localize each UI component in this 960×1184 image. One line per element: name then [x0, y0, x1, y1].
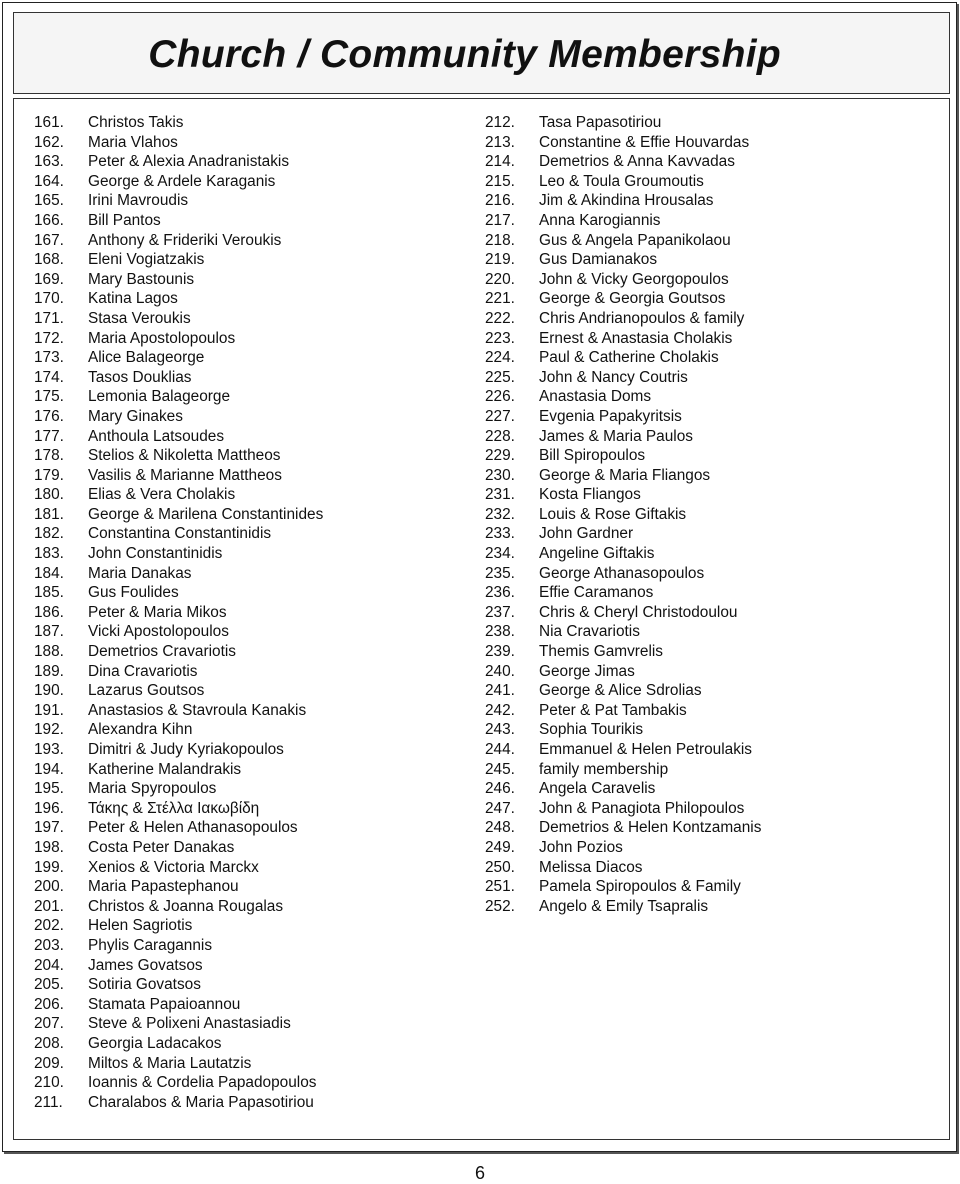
member-number: 171.: [34, 309, 64, 327]
member-number: 251.: [485, 878, 515, 896]
member-name: George & Georgia Goutsos: [539, 290, 726, 308]
member-name: Sotiria Govatsos: [88, 976, 201, 994]
member-row: [34, 427, 454, 447]
member-number: 239.: [485, 643, 515, 661]
member-number: 229.: [485, 447, 515, 465]
member-number: 227.: [485, 407, 515, 425]
member-name: Pamela Spiropoulos & Family: [539, 878, 741, 896]
member-name: Miltos & Maria Lautatzis: [88, 1054, 252, 1072]
member-number: 195.: [34, 780, 64, 798]
member-name: Anthony & Frideriki Veroukis: [88, 231, 282, 249]
member-row: [485, 172, 925, 192]
member-name: Tasos Douklias: [88, 368, 192, 386]
member-name: Maria Danakas: [88, 564, 192, 582]
member-row: [485, 231, 925, 251]
member-number: 191.: [34, 701, 64, 719]
member-row: [485, 270, 925, 290]
member-row: [34, 524, 454, 544]
member-row: [34, 485, 454, 505]
member-name: Angela Caravelis: [539, 780, 656, 798]
member-name: John & Nancy Coutris: [539, 368, 688, 386]
member-number: 246.: [485, 780, 515, 798]
member-name: Angeline Giftakis: [539, 545, 655, 563]
member-row: [485, 838, 925, 858]
page-frame: [2, 2, 957, 1152]
member-name: Xenios & Victoria Marckx: [88, 858, 259, 876]
member-name: Maria Papastephanou: [88, 878, 239, 896]
member-row: [485, 701, 925, 721]
member-row: [34, 838, 454, 858]
member-name: Anastasia Doms: [539, 388, 652, 406]
member-name: Charalabos & Maria Papasotiriou: [88, 1093, 314, 1111]
member-name: Helen Sagriotis: [88, 917, 193, 935]
membership-list-panel: [13, 98, 950, 1140]
member-number: 165.: [34, 192, 64, 210]
member-name: James Govatsos: [88, 956, 203, 974]
member-number: 240.: [485, 662, 515, 680]
member-name: Costa Peter Danakas: [88, 838, 235, 856]
member-name: Anthoula Latsoudes: [88, 427, 225, 445]
member-name: Stamata Papaioannou: [88, 995, 241, 1013]
member-number: 199.: [34, 858, 64, 876]
member-number: 250.: [485, 858, 515, 876]
membership-list-right-column: [485, 113, 925, 916]
member-name: Constantina Constantinidis: [88, 525, 272, 543]
member-name: Lazarus Goutsos: [88, 682, 205, 700]
member-row: [34, 1073, 454, 1093]
member-name: Stasa Veroukis: [88, 309, 191, 327]
member-row: [485, 564, 925, 584]
member-name: Leo & Toula Groumoutis: [539, 172, 704, 190]
member-row: [485, 211, 925, 231]
member-row: [34, 936, 454, 956]
member-name: Sophia Tourikis: [539, 721, 644, 739]
member-number: 214.: [485, 153, 515, 171]
member-number: 182.: [34, 525, 64, 543]
member-row: [485, 427, 925, 447]
member-row: [485, 387, 925, 407]
member-number: 215.: [485, 172, 515, 190]
member-number: 213.: [485, 133, 515, 151]
member-row: [485, 544, 925, 564]
member-number: 173.: [34, 349, 64, 367]
member-row: [34, 681, 454, 701]
member-row: [34, 446, 454, 466]
member-name: Melissa Diacos: [539, 858, 643, 876]
member-name: Katherine Malandrakis: [88, 760, 242, 778]
member-row: [34, 172, 454, 192]
member-row: [34, 564, 454, 584]
member-row: [34, 113, 454, 133]
member-number: 241.: [485, 682, 515, 700]
member-row: [34, 348, 454, 368]
member-name: Peter & Maria Mikos: [88, 603, 227, 621]
member-number: 194.: [34, 760, 64, 778]
member-name: Chris Andrianopoulos & family: [539, 309, 745, 327]
member-number: 168.: [34, 251, 64, 269]
member-row: [485, 289, 925, 309]
member-number: 188.: [34, 643, 64, 661]
member-name: Tasa Papasotiriou: [539, 114, 662, 131]
member-name: Gus Foulides: [88, 584, 179, 602]
membership-list-left-column: [34, 113, 454, 1112]
member-number: 176.: [34, 407, 64, 425]
member-name: Lemonia Balageorge: [88, 388, 231, 406]
member-number: 175.: [34, 388, 64, 406]
member-row: [485, 368, 925, 388]
member-name: Angelo & Emily Tsapralis: [539, 897, 709, 915]
member-name: Effie Caramanos: [539, 584, 654, 602]
member-number: 212.: [485, 114, 515, 131]
member-row: [34, 740, 454, 760]
member-number: 232.: [485, 505, 515, 523]
member-number: 202.: [34, 917, 64, 935]
member-name: Eleni Vogiatzakis: [88, 251, 205, 269]
member-row: [485, 897, 925, 917]
member-number: 249.: [485, 838, 515, 856]
member-row: [485, 583, 925, 603]
member-name: Irini Mavroudis: [88, 192, 189, 210]
member-row: [485, 466, 925, 486]
member-name: Louis & Rose Giftakis: [539, 505, 687, 523]
member-name: George & Alice Sdrolias: [539, 682, 702, 700]
member-name: Elias & Vera Cholakis: [88, 486, 236, 504]
member-number: 248.: [485, 819, 515, 837]
member-number: 224.: [485, 349, 515, 367]
member-number: 223.: [485, 329, 515, 347]
member-row: [485, 446, 925, 466]
member-name: Alexandra Kihn: [88, 721, 193, 739]
member-row: [485, 877, 925, 897]
member-name: Emmanuel & Helen Petroulakis: [539, 741, 753, 758]
member-row: [34, 975, 454, 995]
member-number: 203.: [34, 936, 64, 954]
member-row: [34, 720, 454, 740]
member-number: 201.: [34, 897, 64, 915]
member-name: James & Maria Paulos: [539, 427, 693, 445]
member-row: [34, 329, 454, 349]
member-name: Chris & Cheryl Christodoulou: [539, 603, 738, 621]
member-name: Kosta Fliangos: [539, 486, 641, 504]
member-number: 231.: [485, 486, 515, 504]
member-name: Georgia Ladacakos: [88, 1034, 222, 1052]
member-row: [34, 1014, 454, 1034]
member-row: [34, 956, 454, 976]
member-name: Dimitri & Judy Kyriakopoulos: [88, 741, 284, 758]
member-row: [34, 897, 454, 917]
member-number: 169.: [34, 270, 64, 288]
member-name: Stelios & Nikoletta Mattheos: [88, 447, 281, 465]
member-name: Ioannis & Cordelia Papadopoulos: [88, 1074, 317, 1092]
member-row: [485, 799, 925, 819]
member-row: [485, 191, 925, 211]
member-row: [485, 113, 925, 133]
member-row: [485, 348, 925, 368]
member-name: Maria Apostolopoulos: [88, 329, 236, 347]
member-row: [34, 1054, 454, 1074]
member-name: Anastasios & Stavroula Kanakis: [88, 701, 307, 719]
member-row: [34, 916, 454, 936]
member-number: 164.: [34, 172, 64, 190]
member-row: [34, 407, 454, 427]
member-row: [485, 133, 925, 153]
member-name: Τάκης & Στέλλα Ιακωβίδη: [88, 799, 260, 817]
page-title: Church / Community Membership: [148, 33, 781, 76]
member-number: 181.: [34, 505, 64, 523]
member-number: 166.: [34, 211, 64, 229]
member-name: Peter & Alexia Anadranistakis: [88, 153, 290, 171]
member-number: 228.: [485, 427, 515, 445]
member-row: [34, 799, 454, 819]
member-row: [34, 387, 454, 407]
member-row: [485, 740, 925, 760]
member-number: 245.: [485, 760, 515, 778]
member-row: [34, 701, 454, 721]
member-name: Vicki Apostolopoulos: [88, 623, 229, 641]
member-name: Mary Bastounis: [88, 270, 195, 288]
member-name: George Jimas: [539, 662, 635, 680]
member-name: George & Maria Fliangos: [539, 466, 711, 484]
member-number: 211.: [34, 1093, 63, 1111]
member-row: [485, 329, 925, 349]
member-number: 161.: [34, 114, 64, 131]
member-row: [34, 250, 454, 270]
member-row: [34, 583, 454, 603]
member-row: [485, 309, 925, 329]
member-name: Maria Vlahos: [88, 133, 178, 151]
member-row: [485, 720, 925, 740]
member-name: Bill Spiropoulos: [539, 447, 646, 465]
member-row: [34, 779, 454, 799]
member-number: 183.: [34, 545, 64, 563]
member-number: 197.: [34, 819, 64, 837]
member-number: 193.: [34, 741, 64, 758]
member-number: 187.: [34, 623, 64, 641]
member-row: [34, 191, 454, 211]
member-number: 190.: [34, 682, 64, 700]
member-name: Christos Takis: [88, 114, 184, 131]
member-name: Constantine & Effie Houvardas: [539, 133, 750, 151]
member-number: 230.: [485, 466, 515, 484]
member-number: 236.: [485, 584, 515, 602]
member-row: [485, 407, 925, 427]
member-row: [34, 818, 454, 838]
member-row: [34, 289, 454, 309]
member-row: [34, 368, 454, 388]
member-name: Paul & Catherine Cholakis: [539, 349, 719, 367]
member-number: 170.: [34, 290, 64, 308]
member-row: [34, 1093, 454, 1113]
member-number: 198.: [34, 838, 64, 856]
member-number: 162.: [34, 133, 64, 151]
member-row: [34, 603, 454, 623]
member-name: Vasilis & Marianne Mattheos: [88, 466, 282, 484]
member-name: Maria Spyropoulos: [88, 780, 217, 798]
member-name: John & Panagiota Philopoulos: [539, 799, 745, 817]
member-row: [34, 505, 454, 525]
member-row: [485, 603, 925, 623]
member-name: George & Marilena Constantinides: [88, 505, 324, 523]
member-number: 235.: [485, 564, 515, 582]
member-name: John & Vicky Georgopoulos: [539, 270, 729, 288]
member-row: [485, 760, 925, 780]
member-number: 220.: [485, 270, 515, 288]
member-name: Peter & Pat Tambakis: [539, 701, 687, 719]
member-row: [34, 133, 454, 153]
member-number: 238.: [485, 623, 515, 641]
member-name: Bill Pantos: [88, 211, 161, 229]
member-row: [485, 622, 925, 642]
member-number: 243.: [485, 721, 515, 739]
member-number: 186.: [34, 603, 64, 621]
member-number: 177.: [34, 427, 64, 445]
member-row: [34, 858, 454, 878]
member-name: Katina Lagos: [88, 290, 178, 308]
member-number: 206.: [34, 995, 64, 1013]
member-name: Dina Cravariotis: [88, 662, 198, 680]
member-number: 226.: [485, 388, 515, 406]
member-name: Ernest & Anastasia Cholakis: [539, 329, 733, 347]
member-number: 185.: [34, 584, 64, 602]
member-row: [34, 544, 454, 564]
member-name: Gus Damianakos: [539, 251, 658, 269]
member-number: 167.: [34, 231, 64, 249]
member-number: 221.: [485, 290, 515, 308]
member-number: 252.: [485, 897, 515, 915]
member-name: Phylis Caragannis: [88, 936, 213, 954]
member-row: [34, 622, 454, 642]
member-row: [34, 270, 454, 290]
member-name: Themis Gamvrelis: [539, 643, 663, 661]
member-name: Anna Karogiannis: [539, 211, 661, 229]
member-name: Evgenia Papakyritsis: [539, 407, 682, 425]
member-number: 205.: [34, 976, 64, 994]
member-number: 222.: [485, 309, 515, 327]
member-row: [485, 524, 925, 544]
member-number: 189.: [34, 662, 64, 680]
member-number: 179.: [34, 466, 64, 484]
member-row: [485, 485, 925, 505]
member-name: Demetrios & Anna Kavvadas: [539, 153, 735, 171]
member-row: [485, 642, 925, 662]
member-name: Mary Ginakes: [88, 407, 183, 425]
member-number: 178.: [34, 447, 64, 465]
member-number: 180.: [34, 486, 64, 504]
member-number: 242.: [485, 701, 515, 719]
member-name: Gus & Angela Papanikolaou: [539, 231, 731, 249]
member-row: [485, 250, 925, 270]
member-row: [34, 760, 454, 780]
member-row: [34, 642, 454, 662]
member-number: 174.: [34, 368, 64, 386]
member-number: 217.: [485, 211, 515, 229]
member-row: [485, 662, 925, 682]
member-number: 196.: [34, 799, 64, 817]
member-number: 204.: [34, 956, 64, 974]
member-name: Jim & Akindina Hrousalas: [539, 192, 714, 210]
member-row: [485, 152, 925, 172]
member-number: 216.: [485, 192, 515, 210]
member-number: 218.: [485, 231, 515, 249]
member-row: [34, 995, 454, 1015]
member-row: [485, 505, 925, 525]
member-number: 244.: [485, 741, 515, 758]
member-name: Steve & Polixeni Anastasiadis: [88, 1015, 291, 1033]
member-name: John Constantinidis: [88, 545, 223, 563]
member-name: Alice Balageorge: [88, 349, 205, 367]
member-number: 237.: [485, 603, 515, 621]
member-row: [485, 779, 925, 799]
member-number: 208.: [34, 1034, 64, 1052]
member-row: [34, 1034, 454, 1054]
title-banner: [13, 12, 950, 94]
member-name: Christos & Joanna Rougalas: [88, 897, 284, 915]
member-number: 209.: [34, 1054, 64, 1072]
member-number: 247.: [485, 799, 515, 817]
member-number: 200.: [34, 878, 64, 896]
member-name: Peter & Helen Athanasopoulos: [88, 819, 298, 837]
member-number: 192.: [34, 721, 64, 739]
member-number: 234.: [485, 545, 515, 563]
member-row: [34, 466, 454, 486]
member-name: Demetrios Cravariotis: [88, 643, 236, 661]
member-name: John Gardner: [539, 525, 634, 543]
member-row: [34, 877, 454, 897]
member-row: [485, 818, 925, 838]
member-name: George & Ardele Karaganis: [88, 172, 276, 190]
member-row: [34, 211, 454, 231]
member-number: 184.: [34, 564, 64, 582]
member-number: 225.: [485, 368, 515, 386]
member-number: 219.: [485, 251, 515, 269]
member-name: John Pozios: [539, 838, 623, 856]
page-number: 6: [474, 1163, 485, 1183]
member-number: 210.: [34, 1074, 64, 1092]
member-number: 172.: [34, 329, 64, 347]
member-name: Demetrios & Helen Kontzamanis: [539, 819, 762, 837]
member-row: [34, 309, 454, 329]
member-number: 233.: [485, 525, 515, 543]
member-row: [485, 681, 925, 701]
member-number: 207.: [34, 1015, 64, 1033]
member-number: 163.: [34, 153, 64, 171]
member-row: [485, 858, 925, 878]
member-name: Nia Cravariotis: [539, 623, 640, 641]
member-row: [34, 231, 454, 251]
member-name: George Athanasopoulos: [539, 564, 705, 582]
member-name: family membership: [539, 760, 669, 778]
member-row: [34, 152, 454, 172]
member-row: [34, 662, 454, 682]
